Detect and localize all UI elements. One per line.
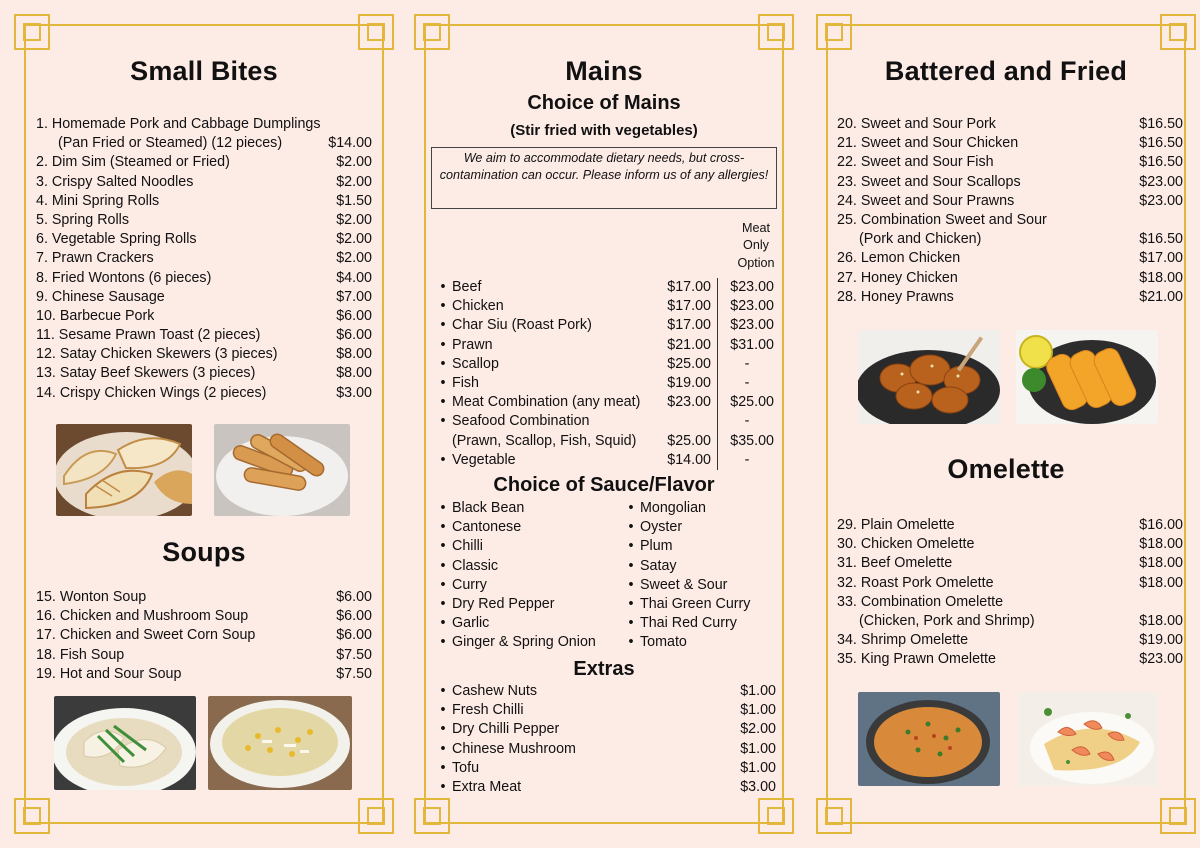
- menu-item-row: [36, 665, 372, 684]
- menu-item-name: 13. Satay Beef Skewers (3 pieces): [36, 365, 256, 382]
- bullet-icon: •: [440, 615, 446, 632]
- sauce-name: Cantonese: [452, 519, 522, 536]
- shrimp-omelette-photo: [1018, 692, 1158, 786]
- menu-item-row: [36, 153, 372, 172]
- menu-item-row: [36, 173, 372, 192]
- panel-small-bites-soups: [14, 14, 394, 834]
- bullet-icon: •: [440, 778, 446, 795]
- allergy-notice: We aim to accommodate dietary needs, but cross-contamination can occur. Please inform us of any allergies!: [431, 147, 777, 209]
- menu-item-name: 16. Chicken and Mushroom Soup: [36, 608, 249, 625]
- menu-item-price: $1.50: [336, 192, 372, 209]
- menu-item-name: 25. Combination Sweet and Sour: [837, 211, 1047, 228]
- menu-item-row: [837, 192, 1183, 211]
- bullet-icon: •: [440, 317, 446, 334]
- mains-item-row: [434, 297, 774, 316]
- bullet-icon: •: [628, 634, 634, 651]
- mains-item-row: [434, 412, 774, 431]
- menu-item-name: (Pork and Chicken): [859, 231, 982, 248]
- menu-item-name: 10. Barbecue Pork: [36, 307, 155, 324]
- menu-item-row: [837, 593, 1183, 612]
- menu-item-row: [36, 249, 372, 268]
- menu-item-price: $3.00: [336, 384, 372, 401]
- extra-item-price: $3.00: [740, 778, 776, 795]
- sauce-item: [622, 518, 750, 537]
- menu-item-price: $16.50: [1139, 231, 1183, 248]
- menu-item-price: $2.00: [336, 173, 372, 190]
- menu-item-row: [837, 650, 1183, 669]
- bullet-icon: •: [440, 702, 446, 719]
- menu-item-row: [36, 307, 372, 326]
- menu-item-name: (Chicken, Pork and Shrimp): [859, 612, 1035, 629]
- extra-item-row: [434, 682, 776, 701]
- menu-item-price: $6.00: [336, 307, 372, 324]
- menu-item-price: $2.00: [336, 154, 372, 171]
- sauce-name: Sweet & Sour: [640, 576, 728, 593]
- bullet-icon: •: [440, 355, 446, 372]
- bullet-icon: •: [440, 374, 446, 391]
- wonton-soup-photo: [54, 696, 196, 790]
- menu-item-row: [837, 249, 1183, 268]
- bullet-icon: •: [628, 576, 634, 593]
- extra-item: [434, 740, 576, 759]
- mains-item-name: Fish: [452, 374, 480, 391]
- menu-item-name: 32. Roast Pork Omelette: [837, 574, 994, 591]
- menu-item-price: $2.00: [336, 250, 372, 267]
- menu-item-price: $18.00: [1139, 269, 1183, 286]
- bullet-icon: •: [628, 615, 634, 632]
- extra-item: [434, 720, 559, 739]
- bullet-icon: •: [440, 500, 446, 516]
- bullet-icon: •: [628, 538, 634, 555]
- sauce-name: Black Bean: [452, 500, 525, 516]
- menu-item-row: [36, 646, 372, 665]
- menu-item-row: [36, 588, 372, 607]
- sauce-name: Dry Red Pepper: [452, 595, 555, 612]
- sauce-name: Classic: [452, 557, 499, 574]
- bullet-icon: •: [440, 394, 446, 411]
- panel-mains: [414, 14, 794, 834]
- mains-item-meat-only-price: -: [744, 374, 750, 391]
- sauce-name: Garlic: [452, 615, 490, 632]
- menu-item-row: [36, 345, 372, 364]
- mains-item-name: Beef: [452, 279, 482, 295]
- extra-item-row: [434, 740, 776, 759]
- menu-item-name: 21. Sweet and Sour Chicken: [837, 135, 1019, 152]
- menu-item-row: [837, 115, 1183, 134]
- sauce-name: Oyster: [640, 519, 683, 536]
- mains-item-row: [434, 432, 774, 451]
- sauce-item: [622, 499, 750, 518]
- menu-item-row: [36, 607, 372, 626]
- menu-item-row: [36, 288, 372, 307]
- mains-item-meat-only-price: $31.00: [730, 336, 774, 353]
- spring-rolls-photo: [214, 424, 350, 516]
- sauce-item: [434, 537, 596, 556]
- bullet-icon: •: [628, 595, 634, 612]
- menu-item-price: $17.00: [1139, 250, 1183, 267]
- sweet-corn-soup-photo: [208, 696, 352, 790]
- bullet-icon: •: [440, 413, 446, 430]
- soups-list: [36, 588, 372, 684]
- sauce-name: Plum: [640, 538, 673, 555]
- menu-item-name: 4. Mini Spring Rolls: [36, 192, 160, 209]
- menu-item-name: 34. Shrimp Omelette: [837, 632, 969, 649]
- menu-item-price: $6.00: [336, 589, 372, 605]
- menu-item-price: $7.00: [336, 288, 372, 305]
- menu-item-row: [36, 326, 372, 345]
- bullet-icon: •: [440, 519, 446, 536]
- lemon-chicken-photo: [1016, 330, 1158, 424]
- menu-item-price: $16.50: [1139, 116, 1183, 132]
- menu-item-price: $19.00: [1139, 632, 1183, 649]
- menu-item-name: 35. King Prawn Omelette: [837, 651, 996, 668]
- bullet-icon: [434, 432, 452, 451]
- extra-item-name: Cashew Nuts: [452, 683, 538, 699]
- menu-item-name: 15. Wonton Soup: [36, 589, 147, 605]
- extra-item-name: Dry Chilli Pepper: [452, 721, 560, 738]
- section-title-mains: Mains: [565, 56, 643, 86]
- menu-item-price: $16.50: [1139, 135, 1183, 152]
- menu-item-price: $18.00: [1139, 612, 1183, 629]
- menu-item-name: 18. Fish Soup: [36, 646, 125, 663]
- extras-title: Extras: [573, 658, 635, 680]
- menu-item-name: 22. Sweet and Sour Fish: [837, 154, 994, 171]
- mains-item-meat-only-price: $23.00: [730, 298, 774, 315]
- menu-item-price: $23.00: [1139, 651, 1183, 668]
- menu-item-name: 27. Honey Chicken: [837, 269, 958, 286]
- menu-item-row: [36, 626, 372, 645]
- mains-item-name: Seafood Combination: [452, 413, 590, 430]
- menu-item-row: [837, 288, 1183, 307]
- mains-item-meat-only-price: -: [744, 451, 750, 468]
- menu-item-name: 8. Fried Wontons (6 pieces): [36, 269, 212, 286]
- menu-item-price: $4.00: [336, 269, 372, 286]
- menu-item-name: 11. Sesame Prawn Toast (2 pieces): [36, 327, 261, 344]
- bullet-icon: •: [440, 595, 446, 612]
- sauce-title: Choice of Sauce/Flavor: [493, 474, 715, 496]
- mains-item-meat-only-price: $35.00: [730, 432, 774, 449]
- bullet-icon: •: [440, 538, 446, 555]
- menu-item-row: [36, 269, 372, 288]
- bullet-icon: •: [628, 557, 634, 574]
- menu-item-row: [36, 230, 372, 249]
- menu-item-price: $2.00: [336, 231, 372, 248]
- menu-item-price: $6.00: [336, 327, 372, 344]
- menu-item-row: [837, 574, 1183, 593]
- mains-item-meat-only-price: $23.00: [730, 317, 774, 334]
- mains-item-row: [434, 316, 774, 335]
- section-title-battered: Battered and Fried: [884, 56, 1128, 86]
- sauce-name: Curry: [452, 576, 487, 593]
- mains-item-price: $25.00: [662, 432, 718, 451]
- extra-item-name: Tofu: [452, 759, 480, 776]
- bullet-icon: •: [440, 451, 446, 468]
- sauce-name: Tomato: [640, 634, 687, 651]
- menu-item-name: 30. Chicken Omelette: [837, 536, 975, 553]
- extra-item-price: $1.00: [740, 759, 776, 776]
- menu-item-name: 29. Plain Omelette: [837, 517, 955, 533]
- panel-battered-omelette: [816, 14, 1196, 834]
- menu-item-row: [36, 364, 372, 383]
- mains-item-meat-only-price: -: [744, 413, 750, 430]
- menu-item-row: [837, 153, 1183, 172]
- sauce-item: [434, 595, 596, 614]
- mains-item-name: Vegetable: [452, 451, 516, 468]
- menu-item-row: [837, 612, 1183, 631]
- menu-item-price: $14.00: [328, 135, 372, 152]
- extra-item-name: Chinese Mushroom: [452, 740, 576, 757]
- menu-item-row: [837, 554, 1183, 573]
- mains-item-row: [434, 451, 774, 470]
- menu-item-row: [837, 535, 1183, 554]
- mains-item-meat-only-price: $25.00: [730, 394, 774, 411]
- menu-item-row: [36, 192, 372, 211]
- menu-item-row: [837, 134, 1183, 153]
- section-title-omelette: Omelette: [947, 454, 1065, 484]
- mains-item-price: $21.00: [662, 336, 718, 355]
- mains-item-name: Meat Combination (any meat): [452, 394, 641, 411]
- menu-item-price: $21.00: [1139, 288, 1183, 305]
- sweet-sour-chicken-photo: [858, 330, 1000, 424]
- mains-item-meat-only-price: $23.00: [730, 279, 774, 295]
- mains-list: [434, 278, 774, 470]
- bullet-icon: •: [440, 336, 446, 353]
- battered-list: [837, 115, 1183, 307]
- sauce-name: Thai Red Curry: [640, 615, 737, 632]
- menu-item-name: 9. Chinese Sausage: [36, 288, 165, 305]
- menu-item-price: $18.00: [1139, 536, 1183, 553]
- extra-item-name: Fresh Chilli: [452, 702, 524, 719]
- menu-item-name: 7. Prawn Crackers: [36, 250, 154, 267]
- sauce-item: [434, 557, 596, 576]
- menu-item-name: 19. Hot and Sour Soup: [36, 665, 182, 682]
- mains-item-name: Scallop: [452, 355, 499, 372]
- menu-item-price: $2.00: [336, 211, 372, 228]
- menu-item-name: 26. Lemon Chicken: [837, 250, 961, 267]
- sauces-list-left: [434, 499, 596, 653]
- mains-item-price: $25.00: [662, 355, 718, 374]
- mains-item-price: $17.00: [662, 316, 718, 335]
- sauce-item: [434, 518, 596, 537]
- mains-item-name: (Prawn, Scallop, Fish, Squid): [452, 432, 637, 449]
- bullet-icon: •: [628, 519, 634, 536]
- menu-item-row: [837, 230, 1183, 249]
- sauce-item: [622, 576, 750, 595]
- sauce-name: Ginger & Spring Onion: [452, 634, 596, 651]
- section-title-soups: Soups: [162, 537, 246, 567]
- extra-item-price: $1.00: [740, 740, 776, 757]
- section-title-small-bites: Small Bites: [130, 56, 278, 86]
- menu-item-row: [837, 631, 1183, 650]
- stir-fried-note: (Stir fried with vegetables): [510, 122, 698, 139]
- bullet-icon: •: [440, 759, 446, 776]
- sauce-name: Mongolian: [640, 500, 706, 516]
- menu-item-row: [36, 211, 372, 230]
- menu-item-price: $8.00: [336, 365, 372, 382]
- extra-item-price: $2.00: [740, 721, 776, 738]
- extra-item: [434, 759, 479, 778]
- mains-item-name: Prawn: [452, 336, 493, 353]
- extra-item: [434, 701, 524, 720]
- bullet-icon: •: [440, 740, 446, 757]
- dumplings-photo: [56, 424, 192, 516]
- sauce-item: [622, 595, 750, 614]
- menu-item-name: (Pan Fried or Steamed) (12 pieces): [58, 135, 283, 152]
- mains-item-row: [434, 336, 774, 355]
- mains-item-name: Char Siu (Roast Pork): [452, 317, 592, 334]
- menu-item-price: $8.00: [336, 346, 372, 363]
- mains-item-price: $17.00: [662, 297, 718, 316]
- extra-item-row: [434, 701, 776, 720]
- extra-item-name: Extra Meat: [452, 778, 522, 795]
- menu-item-row: [837, 516, 1183, 535]
- omelette-list: [837, 516, 1183, 670]
- sauce-name: Satay: [640, 557, 677, 574]
- mains-item-price: $19.00: [662, 374, 718, 393]
- sauce-item: [622, 557, 750, 576]
- menu-item-name: 1. Homemade Pork and Cabbage Dumplings: [36, 116, 321, 132]
- plain-omelette-photo: [858, 692, 1000, 786]
- menu-item-name: 5. Spring Rolls: [36, 211, 129, 228]
- bullet-icon: •: [440, 721, 446, 738]
- sauce-name: Chilli: [452, 538, 483, 555]
- menu-item-price: $16.00: [1139, 517, 1183, 533]
- menu-item-name: 12. Satay Chicken Skewers (3 pieces): [36, 346, 278, 363]
- menu-item-row: [36, 134, 372, 153]
- small-bites-list: [36, 115, 372, 403]
- sauce-item: [434, 499, 596, 518]
- menu-item-row: [837, 211, 1183, 230]
- menu-item-price: $7.50: [336, 646, 372, 663]
- sauce-item: [622, 633, 750, 652]
- bullet-icon: •: [440, 634, 446, 651]
- menu-item-price: $23.00: [1139, 173, 1183, 190]
- extra-item-price: $1.00: [740, 683, 776, 699]
- mains-item-meat-only-price: -: [744, 355, 750, 372]
- meat-only-header: Meat Only Option: [737, 221, 775, 270]
- menu-item-price: $23.00: [1139, 192, 1183, 209]
- bullet-icon: •: [440, 576, 446, 593]
- mains-item-price: $17.00: [662, 278, 718, 297]
- menu-item-price: $18.00: [1139, 555, 1183, 572]
- extra-item-row: [434, 759, 776, 778]
- menu-item-price: $6.00: [336, 627, 372, 644]
- extra-item-row: [434, 720, 776, 739]
- menu-item-name: 24. Sweet and Sour Prawns: [837, 192, 1015, 209]
- bullet-icon: •: [440, 683, 446, 699]
- menu-item-name: 3. Crispy Salted Noodles: [36, 173, 194, 190]
- menu-item-name: 33. Combination Omelette: [837, 593, 1004, 610]
- extras-list: [434, 682, 776, 797]
- menu-item-name: 2. Dim Sim (Steamed or Fried): [36, 154, 230, 171]
- menu-item-row: [837, 269, 1183, 288]
- extra-item-row: [434, 778, 776, 797]
- menu-item-name: 31. Beef Omelette: [837, 555, 953, 572]
- sauces-list-right: [622, 499, 750, 653]
- menu-item-price: $7.50: [336, 665, 372, 682]
- mains-item-price: $14.00: [662, 451, 718, 470]
- mains-item-row: [434, 393, 774, 412]
- mains-item-row: [434, 355, 774, 374]
- sauce-item: [622, 614, 750, 633]
- menu-item-price: $16.50: [1139, 154, 1183, 171]
- sauce-item: [622, 537, 750, 556]
- bullet-icon: •: [440, 279, 446, 295]
- extra-item: [434, 682, 537, 701]
- mains-item-price: $23.00: [662, 393, 718, 412]
- menu-item-price: $6.00: [336, 608, 372, 625]
- menu-item-price: $18.00: [1139, 574, 1183, 591]
- extra-item: [434, 778, 521, 797]
- menu-item-row: [837, 173, 1183, 192]
- extra-item-price: $1.00: [740, 702, 776, 719]
- menu-item-name: 20. Sweet and Sour Pork: [837, 116, 996, 132]
- sauce-item: [434, 614, 596, 633]
- menu-item-name: 14. Crispy Chicken Wings (2 pieces): [36, 384, 267, 401]
- menu-item-name: 28. Honey Prawns: [837, 288, 954, 305]
- mains-item-name: Chicken: [452, 298, 504, 315]
- sauce-item: [434, 576, 596, 595]
- menu-item-row: [36, 115, 372, 134]
- mains-item-row: [434, 374, 774, 393]
- sauce-item: [434, 633, 596, 652]
- menu-item-name: 23. Sweet and Sour Scallops: [837, 173, 1021, 190]
- mains-item-price: [662, 412, 718, 431]
- choice-of-mains-title: Choice of Mains: [527, 92, 681, 114]
- mains-item-row: [434, 278, 774, 297]
- bullet-icon: •: [440, 557, 446, 574]
- bullet-icon: •: [440, 298, 446, 315]
- menu-item-row: [36, 384, 372, 403]
- sauce-name: Thai Green Curry: [640, 595, 751, 612]
- bullet-icon: •: [628, 500, 634, 516]
- menu-item-name: 17. Chicken and Sweet Corn Soup: [36, 627, 256, 644]
- menu-item-name: 6. Vegetable Spring Rolls: [36, 231, 197, 248]
